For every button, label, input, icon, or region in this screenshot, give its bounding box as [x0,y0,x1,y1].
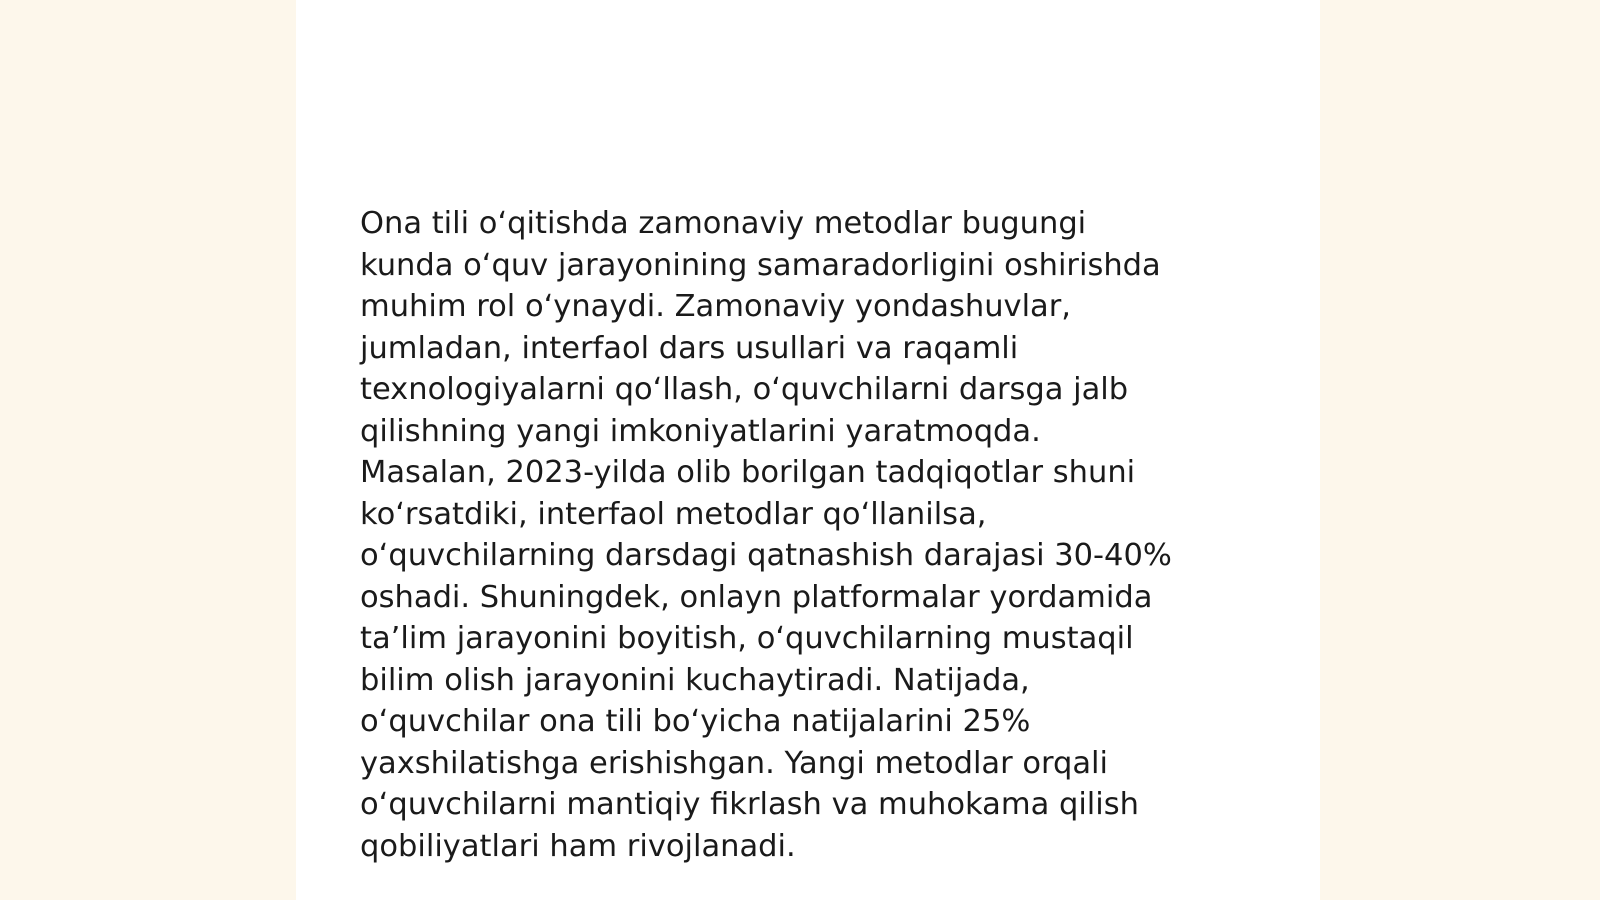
body-paragraph: Ona tili o‘qitishda zamonaviy metodlar bugungi kunda o‘quv jarayonining samaradorligini oshirishda muhim rol o‘ynaydi. Zamonaviy yondashuvlar, jumladan, interfaol dars usullari va raqamli texnologiyalarni qo‘llash, o‘quvchilarni darsga jalb qilishning yangi imkoniyatlarini yaratmoqda. Masalan, 2023-yilda olib borilgan tadqiqotlar shuni ko‘rsatdiki, interfaol metodlar qo‘llanilsa, o‘quvchilarning darsdagi qatnashish darajasi 30-40% oshadi. Shuningdek, onlayn platformalar yordamida ta’lim jarayonini boyitish, o‘quvchilarning mustaqil bilim olish jarayonini kuchaytiradi. Natijada, o‘quvchilar ona tili bo‘yicha natijalarini 25% yaxshilatishga erishishgan. Yangi metodlar orqali o‘quvchilarni mantiqiy fikrlash va muhokama qilish qobiliyatlari ham rivojlanadi. [360,206,1172,864]
document-page [296,0,1320,900]
